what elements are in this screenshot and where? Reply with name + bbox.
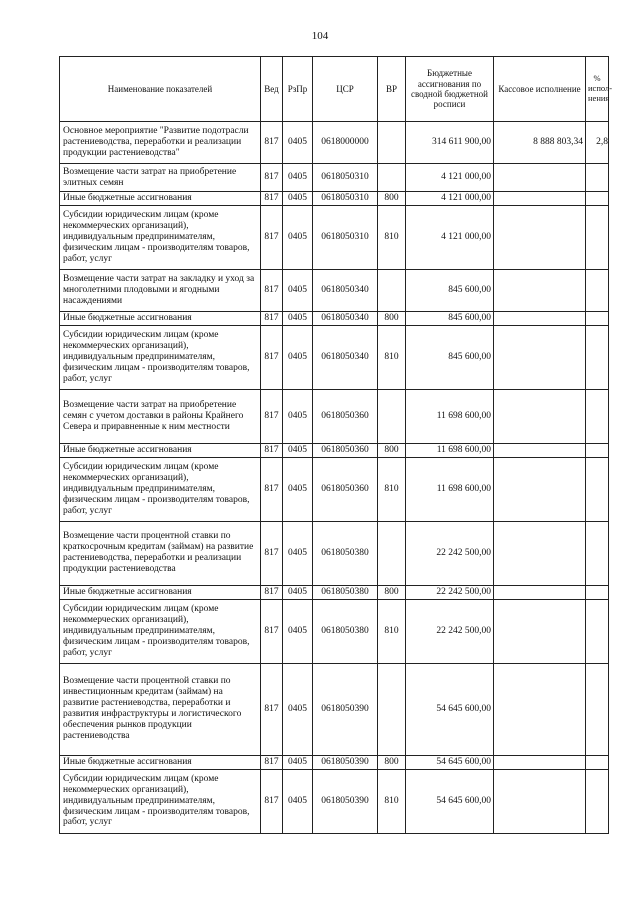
table-cell-ved: 817 <box>261 769 283 833</box>
table-cell-csr: 0618050340 <box>313 325 378 389</box>
table-cell-ved: 817 <box>261 599 283 663</box>
table-cell-cash <box>494 389 586 443</box>
table-cell-assignments: 11 698 600,00 <box>406 389 494 443</box>
table-cell-percent <box>586 164 609 192</box>
table-cell-rzpr: 0405 <box>283 769 313 833</box>
table-cell-name: Иные бюджетные ассигнования <box>60 443 261 457</box>
table-cell-cash <box>494 443 586 457</box>
table-cell-assignments: 22 242 500,00 <box>406 521 494 585</box>
header-vr: ВР <box>378 57 406 122</box>
table-cell-name: Возмещение части затрат на закладку и уход за многолетними плодовыми и ягодными насаждениями <box>60 269 261 311</box>
table-cell-ved: 817 <box>261 585 283 599</box>
table-cell-csr: 0618050390 <box>313 769 378 833</box>
table-cell-name: Иные бюджетные ассигнования <box>60 755 261 769</box>
table-cell-rzpr: 0405 <box>283 205 313 269</box>
table-row <box>60 599 609 663</box>
table-cell-rzpr: 0405 <box>283 755 313 769</box>
table-cell-rzpr: 0405 <box>283 457 313 521</box>
table-cell-vr: 800 <box>378 755 406 769</box>
table-row <box>60 389 609 443</box>
table-cell-vr <box>378 389 406 443</box>
table-cell-csr: 0618050340 <box>313 269 378 311</box>
table-cell-name: Иные бюджетные ассигнования <box>60 192 261 206</box>
table-cell-vr <box>378 521 406 585</box>
table-cell-percent <box>586 311 609 325</box>
table-row <box>60 443 609 457</box>
table-cell-ved: 817 <box>261 311 283 325</box>
table-cell-assignments: 54 645 600,00 <box>406 663 494 755</box>
table-cell-cash <box>494 457 586 521</box>
table-cell-vr: 810 <box>378 769 406 833</box>
table-cell-name: Субсидии юридическим лицам (кроме некоммерческих организаций), индивидуальным предпринимателям, физическим лицам - производителям товаров, работ, услуг <box>60 599 261 663</box>
table-cell-cash <box>494 755 586 769</box>
table-cell-rzpr: 0405 <box>283 269 313 311</box>
table-cell-cash <box>494 311 586 325</box>
table-cell-ved: 817 <box>261 164 283 192</box>
table-cell-rzpr: 0405 <box>283 164 313 192</box>
table-cell-cash <box>494 269 586 311</box>
header-csr: ЦСР <box>313 57 378 122</box>
table-cell-ved: 817 <box>261 192 283 206</box>
table-cell-cash <box>494 164 586 192</box>
table-cell-ved: 817 <box>261 269 283 311</box>
table-cell-percent <box>586 769 609 833</box>
table-cell-vr: 810 <box>378 599 406 663</box>
table-cell-percent <box>586 599 609 663</box>
table-cell-csr: 0618050310 <box>313 192 378 206</box>
table-cell-assignments: 22 242 500,00 <box>406 599 494 663</box>
table-cell-name: Основное мероприятие "Развитие подотрасли растениеводства, переработки и реализации продукции растениеводства" <box>60 122 261 164</box>
table-cell-assignments: 845 600,00 <box>406 311 494 325</box>
table-cell-vr: 810 <box>378 457 406 521</box>
table-cell-assignments: 314 611 900,00 <box>406 122 494 164</box>
table-cell-name: Субсидии юридическим лицам (кроме некоммерческих организаций), индивидуальным предпринимателям, физическим лицам - производителям товаров, работ, услуг <box>60 769 261 833</box>
table-row <box>60 755 609 769</box>
table-cell-csr: 0618050360 <box>313 443 378 457</box>
table-cell-cash <box>494 599 586 663</box>
table-cell-percent <box>586 325 609 389</box>
table-cell-assignments: 845 600,00 <box>406 325 494 389</box>
table-cell-name: Возмещение части затрат на приобретение элитных семян <box>60 164 261 192</box>
table-cell-cash <box>494 585 586 599</box>
table-cell-vr: 800 <box>378 192 406 206</box>
table-row <box>60 585 609 599</box>
table-cell-ved: 817 <box>261 389 283 443</box>
table-cell-rzpr: 0405 <box>283 325 313 389</box>
table-cell-ved: 817 <box>261 663 283 755</box>
table-cell-ved: 817 <box>261 457 283 521</box>
table-cell-rzpr: 0405 <box>283 599 313 663</box>
table-cell-ved: 817 <box>261 325 283 389</box>
table-cell-percent <box>586 389 609 443</box>
table-cell-name: Возмещение части процентной ставки по инвестиционным кредитам (займам) на развитие растениеводства, переработки и развития инфраструктуры и логистического обеспечения рынков продукции растениеводства <box>60 663 261 755</box>
table-cell-percent <box>586 755 609 769</box>
table-cell-percent <box>586 205 609 269</box>
table-cell-rzpr: 0405 <box>283 389 313 443</box>
table-cell-name: Субсидии юридическим лицам (кроме некоммерческих организаций), индивидуальным предпринимателям, физическим лицам - производителям товаров, работ, услуг <box>60 457 261 521</box>
table-cell-csr: 0618050390 <box>313 663 378 755</box>
table-cell-rzpr: 0405 <box>283 311 313 325</box>
header-cash: Кассовое исполнение <box>494 57 586 122</box>
header-assignments: Бюджетные ассигнования по сводной бюджетной росписи <box>406 57 494 122</box>
table-cell-vr: 800 <box>378 443 406 457</box>
table-cell-cash <box>494 192 586 206</box>
table-cell-csr: 0618050360 <box>313 457 378 521</box>
table-cell-cash <box>494 205 586 269</box>
table-cell-percent <box>586 457 609 521</box>
table-cell-csr: 0618050310 <box>313 164 378 192</box>
table-cell-assignments: 11 698 600,00 <box>406 457 494 521</box>
table-cell-assignments: 54 645 600,00 <box>406 755 494 769</box>
table-cell-csr: 0618050380 <box>313 599 378 663</box>
table-cell-vr <box>378 663 406 755</box>
table-cell-assignments: 845 600,00 <box>406 269 494 311</box>
header-ved: Вед <box>261 57 283 122</box>
table-cell-assignments: 4 121 000,00 <box>406 164 494 192</box>
header-rzpr: РзПр <box>283 57 313 122</box>
table-cell-csr: 0618000000 <box>313 122 378 164</box>
table-row <box>60 325 609 389</box>
table-cell-csr: 0618050380 <box>313 585 378 599</box>
table-cell-vr: 810 <box>378 325 406 389</box>
table-cell-cash: 8 888 803,34 <box>494 122 586 164</box>
table-cell-vr <box>378 164 406 192</box>
table-cell-ved: 817 <box>261 443 283 457</box>
table-cell-percent <box>586 443 609 457</box>
table-cell-percent <box>586 192 609 206</box>
table-cell-ved: 817 <box>261 521 283 585</box>
table-cell-vr: 800 <box>378 311 406 325</box>
table-cell-name: Возмещение части процентной ставки по краткосрочным кредитам (займам) на развитие растениеводства, переработки и реализации продукции растениеводства <box>60 521 261 585</box>
table-cell-assignments: 11 698 600,00 <box>406 443 494 457</box>
table-cell-ved: 817 <box>261 755 283 769</box>
table-cell-ved: 817 <box>261 205 283 269</box>
table-cell-csr: 0618050340 <box>313 311 378 325</box>
table-cell-name: Субсидии юридическим лицам (кроме некоммерческих организаций), индивидуальным предпринимателям, физическим лицам - производителям товаров, работ, услуг <box>60 205 261 269</box>
table-cell-assignments: 4 121 000,00 <box>406 192 494 206</box>
table-cell-name: Субсидии юридическим лицам (кроме некоммерческих организаций), индивидуальным предпринимателям, физическим лицам - производителям товаров, работ, услуг <box>60 325 261 389</box>
table-cell-percent: 2,8 <box>586 122 609 164</box>
header-percent: % испол-нения <box>586 57 609 122</box>
table-row <box>60 269 609 311</box>
page-number: 104 <box>311 30 329 42</box>
table-row <box>60 164 609 192</box>
table-row <box>60 122 609 164</box>
table-cell-csr: 0618050380 <box>313 521 378 585</box>
table-cell-csr: 0618050310 <box>313 205 378 269</box>
table-cell-cash <box>494 325 586 389</box>
table-row <box>60 663 609 755</box>
table-row <box>60 311 609 325</box>
table-row <box>60 521 609 585</box>
table-row <box>60 457 609 521</box>
table-header-row <box>60 57 609 122</box>
table-cell-vr: 810 <box>378 205 406 269</box>
table-cell-assignments: 4 121 000,00 <box>406 205 494 269</box>
table-cell-csr: 0618050360 <box>313 389 378 443</box>
table-cell-name: Возмещение части затрат на приобретение семян с учетом доставки в районы Крайнего Севера и приравненные к ним местности <box>60 389 261 443</box>
table-cell-name: Иные бюджетные ассигнования <box>60 585 261 599</box>
table-cell-cash <box>494 769 586 833</box>
table-row <box>60 205 609 269</box>
header-name: Наименование показателей <box>60 57 261 122</box>
table-cell-rzpr: 0405 <box>283 192 313 206</box>
table-cell-assignments: 54 645 600,00 <box>406 769 494 833</box>
table-cell-percent <box>586 269 609 311</box>
table-cell-percent <box>586 663 609 755</box>
table-cell-rzpr: 0405 <box>283 521 313 585</box>
table-cell-cash <box>494 663 586 755</box>
table-row <box>60 769 609 833</box>
table-row <box>60 192 609 206</box>
table-cell-assignments: 22 242 500,00 <box>406 585 494 599</box>
table-cell-csr: 0618050390 <box>313 755 378 769</box>
table-cell-name: Иные бюджетные ассигнования <box>60 311 261 325</box>
table-cell-vr <box>378 269 406 311</box>
table-cell-rzpr: 0405 <box>283 585 313 599</box>
table-cell-rzpr: 0405 <box>283 122 313 164</box>
table-cell-percent <box>586 521 609 585</box>
table-cell-rzpr: 0405 <box>283 443 313 457</box>
table-cell-rzpr: 0405 <box>283 663 313 755</box>
table-cell-vr: 800 <box>378 585 406 599</box>
table-cell-ved: 817 <box>261 122 283 164</box>
table-cell-percent <box>586 585 609 599</box>
table-cell-cash <box>494 521 586 585</box>
budget-table <box>59 56 613 834</box>
table-cell-vr <box>378 122 406 164</box>
